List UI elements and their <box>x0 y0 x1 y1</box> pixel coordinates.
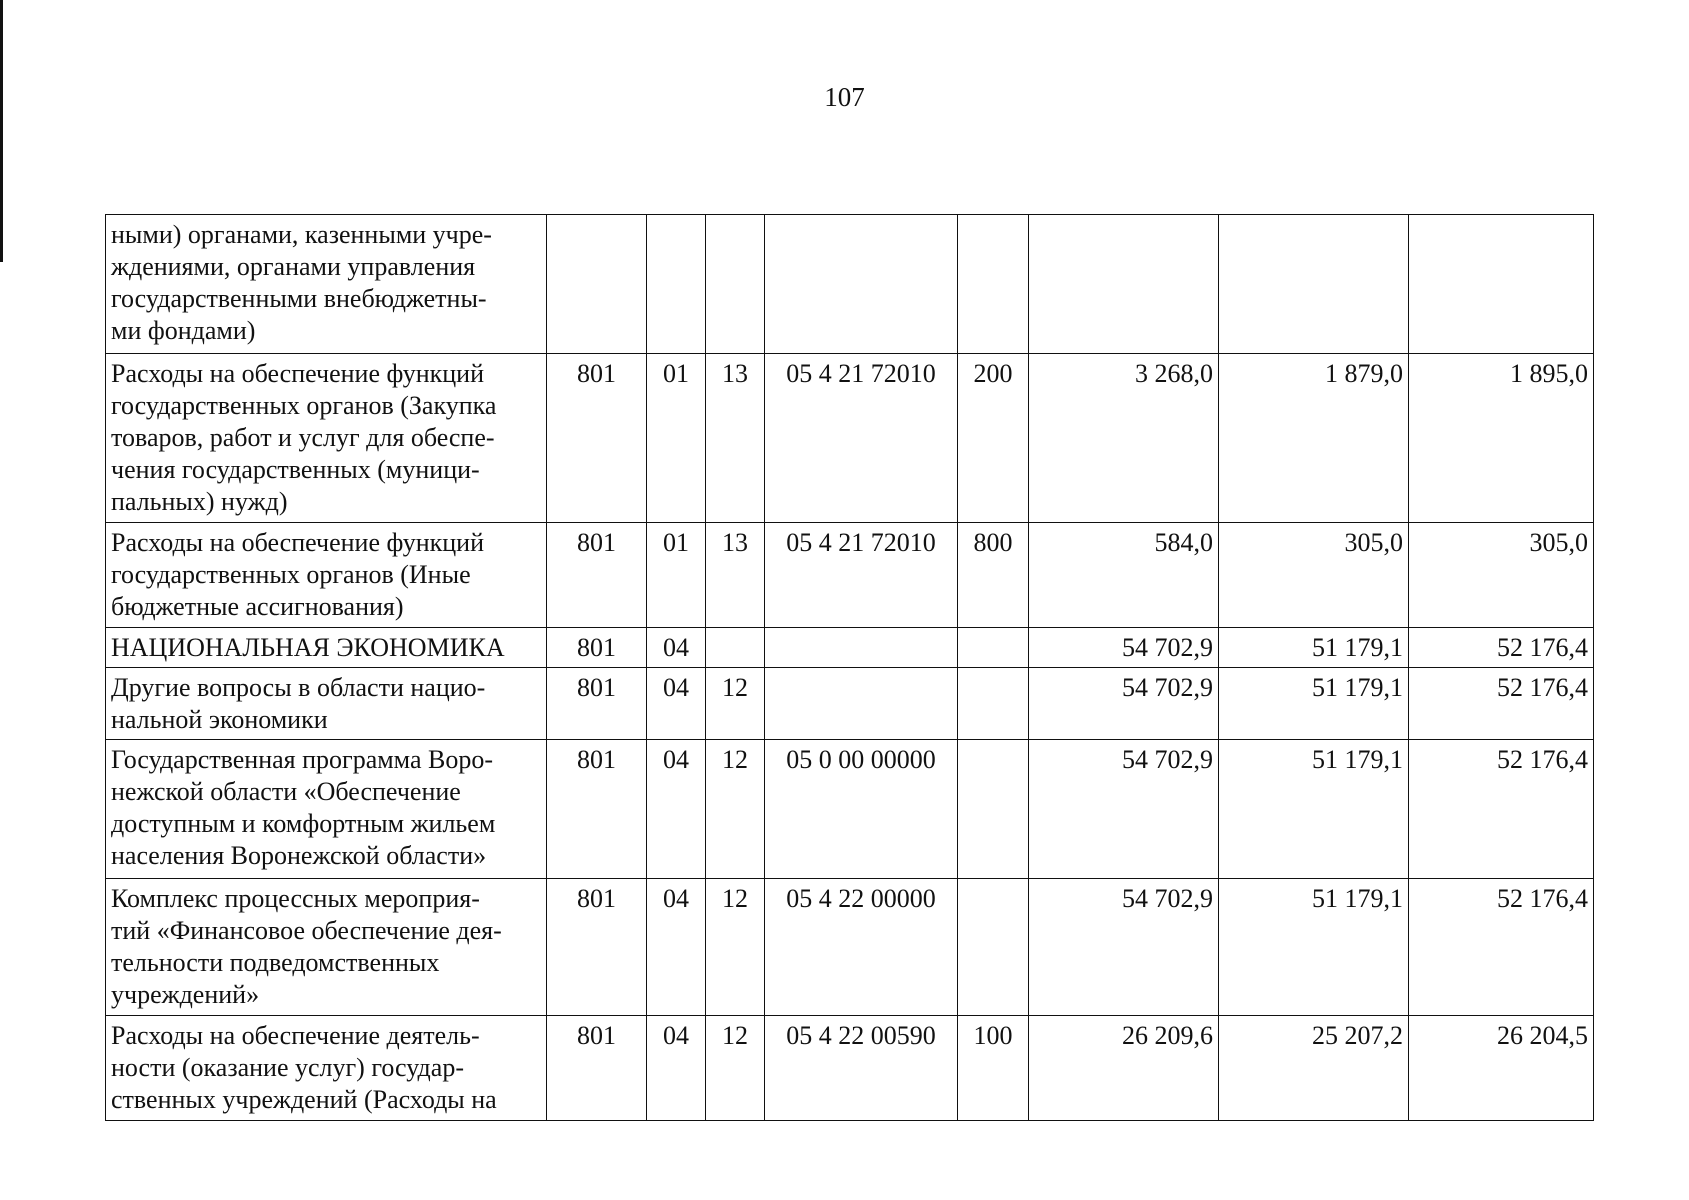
amount-year-1: 584,0 <box>1029 523 1219 628</box>
section-code: 04 <box>647 1016 706 1121</box>
amount-year-1: 54 702,9 <box>1029 879 1219 1016</box>
table-row <box>106 628 1594 668</box>
target-article-code: 05 0 00 00000 <box>765 740 958 879</box>
table-row <box>106 1016 1594 1121</box>
amount-year-1: 54 702,9 <box>1029 668 1219 740</box>
row-description: ными) органами, казенными учре- ждениями, органами управления государственными внебюджетны- ми фондами) <box>106 215 547 354</box>
amount-year-1 <box>1029 215 1219 354</box>
amount-year-2: 51 179,1 <box>1219 628 1409 668</box>
expense-type-code: 100 <box>958 1016 1029 1121</box>
expense-type-code <box>958 628 1029 668</box>
row-description: Другие вопросы в области нацио- нальной экономики <box>106 668 547 740</box>
table-row <box>106 523 1594 628</box>
amount-year-1: 54 702,9 <box>1029 740 1219 879</box>
target-article-code <box>765 215 958 354</box>
table-row <box>106 354 1594 523</box>
expense-type-code <box>958 215 1029 354</box>
row-description: Расходы на обеспечение функций государственных органов (Закупка товаров, работ и услуг для обеспе- чения государственных (муници- пальных) нужд) <box>106 354 547 523</box>
subsection-code: 12 <box>706 1016 765 1121</box>
amount-year-3 <box>1409 215 1594 354</box>
subsection-code <box>706 628 765 668</box>
table-row <box>106 668 1594 740</box>
amount-year-2 <box>1219 215 1409 354</box>
subsection-code <box>706 215 765 354</box>
grbs-code: 801 <box>547 354 647 523</box>
row-description: Расходы на обеспечение функций государственных органов (Иные бюджетные ассигнования) <box>106 523 547 628</box>
scan-edge-line <box>0 0 3 262</box>
expense-type-code: 200 <box>958 354 1029 523</box>
amount-year-3: 305,0 <box>1409 523 1594 628</box>
subsection-code: 12 <box>706 879 765 1016</box>
amount-year-1: 54 702,9 <box>1029 628 1219 668</box>
row-description: Расходы на обеспечение деятель- ности (оказание услуг) государ- ственных учреждений (Расходы на <box>106 1016 547 1121</box>
row-description: Государственная программа Воро- нежской области «Обеспечение доступным и комфортным жильем населения Воронежской области» <box>106 740 547 879</box>
amount-year-3: 52 176,4 <box>1409 879 1594 1016</box>
amount-year-1: 3 268,0 <box>1029 354 1219 523</box>
expense-type-code <box>958 740 1029 879</box>
subsection-code: 12 <box>706 740 765 879</box>
amount-year-3: 26 204,5 <box>1409 1016 1594 1121</box>
target-article-code: 05 4 22 00000 <box>765 879 958 1016</box>
expense-type-code <box>958 879 1029 1016</box>
amount-year-2: 51 179,1 <box>1219 740 1409 879</box>
amount-year-3: 1 895,0 <box>1409 354 1594 523</box>
amount-year-3: 52 176,4 <box>1409 668 1594 740</box>
grbs-code: 801 <box>547 628 647 668</box>
amount-year-2: 51 179,1 <box>1219 668 1409 740</box>
expense-type-code: 800 <box>958 523 1029 628</box>
target-article-code: 05 4 21 72010 <box>765 523 958 628</box>
amount-year-2: 1 879,0 <box>1219 354 1409 523</box>
section-code: 04 <box>647 628 706 668</box>
grbs-code <box>547 215 647 354</box>
grbs-code: 801 <box>547 740 647 879</box>
budget-table <box>105 214 1594 1121</box>
grbs-code: 801 <box>547 523 647 628</box>
table-row <box>106 740 1594 879</box>
subsection-code: 12 <box>706 668 765 740</box>
target-article-code <box>765 628 958 668</box>
page-number: 107 <box>824 82 865 112</box>
amount-year-2: 305,0 <box>1219 523 1409 628</box>
table-row <box>106 879 1594 1016</box>
target-article-code <box>765 668 958 740</box>
row-description: Комплекс процессных мероприя- тий «Финансовое обеспечение дея- тельности подведомственных учреждений» <box>106 879 547 1016</box>
target-article-code: 05 4 22 00590 <box>765 1016 958 1121</box>
section-code <box>647 215 706 354</box>
subsection-code: 13 <box>706 523 765 628</box>
grbs-code: 801 <box>547 879 647 1016</box>
amount-year-1: 26 209,6 <box>1029 1016 1219 1121</box>
amount-year-3: 52 176,4 <box>1409 740 1594 879</box>
amount-year-2: 25 207,2 <box>1219 1016 1409 1121</box>
amount-year-3: 52 176,4 <box>1409 628 1594 668</box>
grbs-code: 801 <box>547 1016 647 1121</box>
section-code: 04 <box>647 668 706 740</box>
section-code: 04 <box>647 879 706 1016</box>
grbs-code: 801 <box>547 668 647 740</box>
section-code: 01 <box>647 354 706 523</box>
row-description: НАЦИОНАЛЬНАЯ ЭКОНОМИКА <box>106 628 547 668</box>
table-row <box>106 215 1594 354</box>
subsection-code: 13 <box>706 354 765 523</box>
section-code: 01 <box>647 523 706 628</box>
section-code: 04 <box>647 740 706 879</box>
expense-type-code <box>958 668 1029 740</box>
target-article-code: 05 4 21 72010 <box>765 354 958 523</box>
amount-year-2: 51 179,1 <box>1219 879 1409 1016</box>
